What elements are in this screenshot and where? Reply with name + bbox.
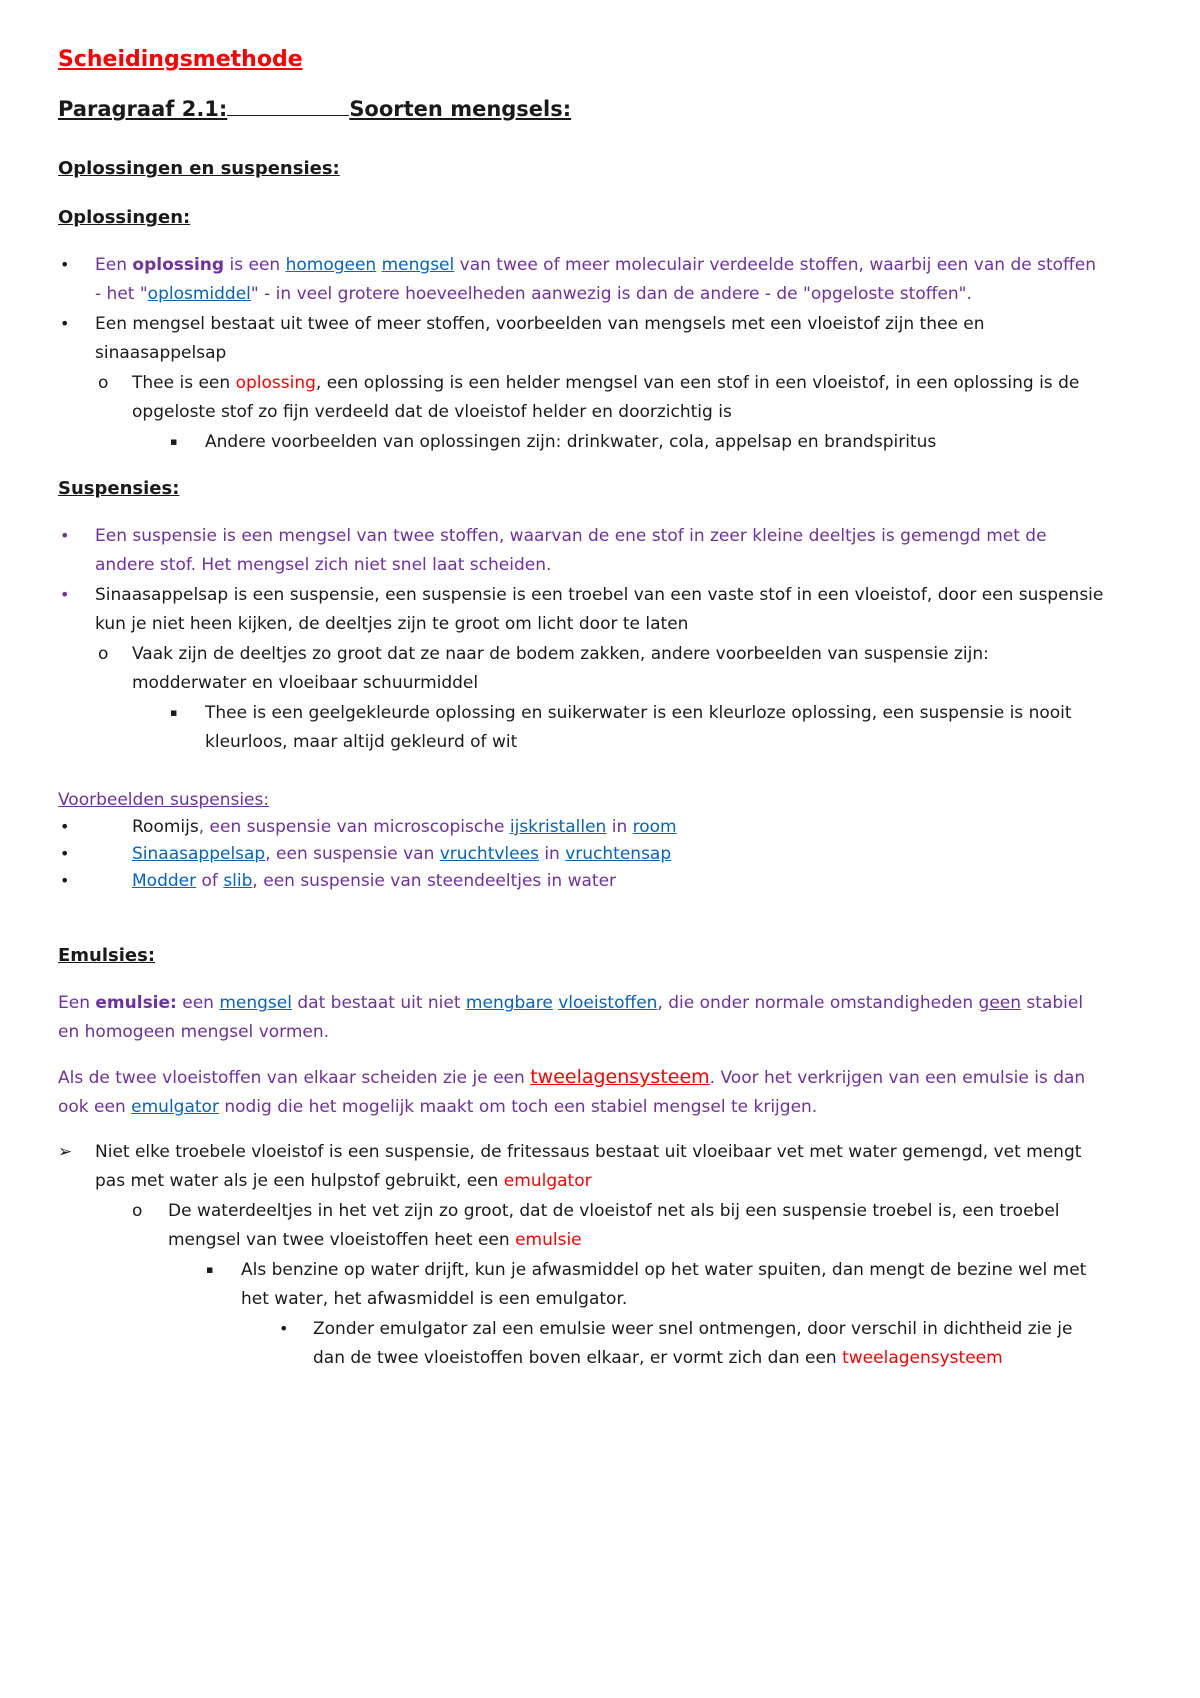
tweelagensysteem-line-1 xyxy=(58,1066,1085,1089)
emulsie-definition-line-1 xyxy=(58,992,1083,1014)
bullet-circle: o xyxy=(132,1201,143,1221)
text-run: Een mengsel bestaat uit twee of meer stoffen, voorbeelden van mengsels met een vloeistof zijn thee en xyxy=(95,314,985,334)
section-heading-oplossingen: Oplossingen: xyxy=(58,207,191,228)
ontmengen-line-1 xyxy=(313,1318,1072,1340)
benzine-line-1 xyxy=(241,1259,1086,1281)
bullet-dot: • xyxy=(60,585,70,604)
link-text[interactable]: Sinaasappelsap xyxy=(132,844,266,864)
text-run: . Voor het verkrijgen van een emulsie is dan xyxy=(709,1068,1086,1088)
text-run: Zonder emulgator zal een emulsie weer snel ontmengen, door verschil in dichtheid zie je xyxy=(313,1319,1073,1339)
bullet-dot: • xyxy=(60,844,70,863)
link-text[interactable]: vruchtvlees xyxy=(439,844,539,864)
text-run: kleurloos, maar altijd gekleurd of wit xyxy=(205,732,518,752)
text-run: in xyxy=(538,844,566,864)
voorbeeld-modder xyxy=(132,870,616,892)
text-run: - het " xyxy=(95,284,148,304)
bullet-dot: • xyxy=(60,314,70,333)
text-run: Niet elke troebele vloeistof is een suspensie, de fritessaus bestaat uit vloeibaar vet met water gemengd, vet mengt xyxy=(95,1142,1082,1162)
text-run: is een xyxy=(224,255,286,275)
sinaasappelsap-line-2 xyxy=(95,613,688,635)
link-text[interactable]: mengbare xyxy=(465,993,553,1013)
emulsie-definition-line-2 xyxy=(58,1021,329,1043)
link-text[interactable]: vloeistoffen xyxy=(558,993,658,1013)
text-run: Een suspensie is een mengsel van twee stoffen, waarvan de ene stof in zeer kleine deeltjes is gemengd met de xyxy=(95,526,1047,546)
text-run: oplossing xyxy=(132,255,225,275)
text-run: van twee of meer moleculair verdeelde stoffen, waarbij een van de stoffen xyxy=(454,255,1096,275)
text-run: dat bestaat uit niet xyxy=(291,993,466,1013)
tweelagensysteem-line-2 xyxy=(58,1096,817,1118)
ontmengen-line-2 xyxy=(313,1347,1003,1369)
benzine-line-2 xyxy=(241,1288,627,1310)
text-run: Sinaasappelsap is een suspensie, een suspensie is een troebel van een vaste stof in een vloeistof, door een suspensie xyxy=(95,585,1104,605)
text-run: emulgator xyxy=(503,1171,592,1191)
link-text[interactable]: mengsel xyxy=(381,255,455,275)
text-run: stabiel xyxy=(1021,993,1084,1013)
mengsel-line-2 xyxy=(95,342,226,364)
link-text[interactable]: mengsel xyxy=(219,993,292,1013)
text-run: Een xyxy=(58,993,96,1013)
paragraph-heading xyxy=(58,98,571,120)
fritessaus-line-2 xyxy=(95,1170,592,1192)
deeltjes-line-2 xyxy=(132,672,478,694)
bullet-dot: • xyxy=(279,1319,289,1338)
link-text[interactable]: emulgator xyxy=(131,1097,219,1117)
kleur-line-2 xyxy=(205,731,517,753)
text-run: en homogeen mengsel vormen. xyxy=(58,1022,330,1042)
paragraph-topic: Soorten mengsels: xyxy=(349,97,572,121)
text-run: geen xyxy=(978,993,1022,1013)
text-run: Een xyxy=(95,255,133,275)
deeltjes-line-1 xyxy=(132,643,989,665)
text-run: andere stof. Het mengsel zich niet snel laat scheiden. xyxy=(95,555,552,575)
text-run: emulsie xyxy=(515,1230,582,1250)
sinaasappelsap-line-1 xyxy=(95,584,1103,606)
text-run: Thee is een geelgekleurde oplossing en suikerwater is een kleurloze oplossing, een suspensie is nooit xyxy=(205,703,1072,723)
text-run: Andere voorbeelden van oplossingen zijn: drinkwater, cola, appelsap en brandspiritus xyxy=(205,432,937,452)
text-run: modderwater en vloeibaar schuurmiddel xyxy=(132,673,479,693)
text-run: tweelagensysteem xyxy=(842,1348,1003,1368)
section-heading-oplossingen-suspensies: Oplossingen en suspensies: xyxy=(58,158,340,179)
text-run: tweelagensysteem xyxy=(530,1066,710,1088)
text-run: , die onder normale omstandigheden xyxy=(657,993,979,1013)
waterdeeltjes-line-1 xyxy=(168,1200,1060,1222)
bullet-square: ▪ xyxy=(170,706,178,719)
oplossingen-voorbeelden xyxy=(205,431,936,453)
voorbeelden-heading: Voorbeelden suspensies: xyxy=(58,790,270,810)
kleur-line-1 xyxy=(205,702,1072,724)
text-run: Als de twee vloeistoffen van elkaar scheiden zie je een xyxy=(58,1068,531,1088)
bullet-square: ▪ xyxy=(206,1263,214,1276)
text-run: opgeloste stof zo fijn verdeeld dat de vloeistof helder en doorzichtig is xyxy=(132,402,732,422)
document-title: Scheidingsmethode xyxy=(58,47,303,72)
mengsel-line-1 xyxy=(95,313,985,335)
link-text[interactable]: slib xyxy=(223,871,253,891)
waterdeeltjes-line-2 xyxy=(168,1229,582,1251)
bullet-circle: o xyxy=(98,373,109,393)
voorbeeld-roomijs xyxy=(132,816,677,838)
text-run: , een suspensie van microscopische xyxy=(198,817,510,837)
text-run: , een suspensie van steendeeltjes in water xyxy=(252,871,617,891)
text-run: ook een xyxy=(58,1097,132,1117)
text-run: Als benzine op water drijft, kun je afwasmiddel op het water spuiten, dan mengt de bezine wel met xyxy=(241,1260,1087,1280)
link-text[interactable]: oplosmiddel xyxy=(147,284,251,304)
text-run: een xyxy=(176,993,220,1013)
text-run: of xyxy=(196,871,224,891)
bullet-dot: • xyxy=(60,817,70,836)
text-run: oplossing xyxy=(235,373,316,393)
oplossing-definition-line-1 xyxy=(95,254,1096,276)
bullet-arrow: ➢ xyxy=(58,1142,73,1162)
oplossing-definition-line-2 xyxy=(95,283,972,305)
text-run: Vaak zijn de deeltjes zo groot dat ze naar de bodem zakken, andere voorbeelden van suspensie zijn: xyxy=(132,644,989,664)
link-text[interactable]: room xyxy=(632,817,677,837)
text-run: nodig die het mogelijk maakt om toch een stabiel mengsel te krijgen. xyxy=(218,1097,818,1117)
thee-oplossing-line-2 xyxy=(132,401,732,423)
bullet-circle: o xyxy=(98,644,109,664)
section-heading-suspensies: Suspensies: xyxy=(58,478,180,499)
bullet-square: ▪ xyxy=(170,435,178,448)
text-run: pas met water als je een hulpstof gebruikt, een xyxy=(95,1171,504,1191)
thee-oplossing-line-1 xyxy=(132,372,1079,394)
text-run: in xyxy=(606,817,633,837)
text-run: mengsel van twee vloeistoffen heet een xyxy=(168,1230,516,1250)
bullet-dot: • xyxy=(60,871,70,890)
bullet-dot: • xyxy=(60,526,70,545)
text-run: kun je niet heen kijken, de deeltjes zijn te groot om licht door te laten xyxy=(95,614,689,634)
suspensie-definition-line-2 xyxy=(95,554,551,576)
suspensie-definition-line-1 xyxy=(95,525,1047,547)
paragraph-label: Paragraaf 2.1: xyxy=(58,97,228,121)
text-run: , een suspensie van xyxy=(265,844,440,864)
text-run: dan de twee vloeistoffen boven elkaar, er vormt zich dan een xyxy=(313,1348,843,1368)
text-run: " - in veel grotere hoeveelheden aanwezig is dan de andere - de "opgeloste stoffen". xyxy=(250,284,972,304)
voorbeeld-sinaasappelsap xyxy=(132,843,671,865)
link-text[interactable]: ijskristallen xyxy=(509,817,607,837)
fritessaus-line-1 xyxy=(95,1141,1081,1163)
text-run: sinaasappelsap xyxy=(95,343,227,363)
text-run: De waterdeeltjes in het vet zijn zo groot, dat de vloeistof net als bij een suspensie troebel is, een troebel xyxy=(168,1201,1060,1221)
text-run: emulsie: xyxy=(95,993,177,1013)
text-run: , een oplossing is een helder mengsel van een stof in een vloeistof, in een oplossing is de xyxy=(315,373,1080,393)
section-heading-emulsies: Emulsies: xyxy=(58,945,156,966)
link-text[interactable]: Modder xyxy=(132,871,197,891)
text-run: het water, het afwasmiddel is een emulgator. xyxy=(241,1289,628,1309)
bullet-dot: • xyxy=(60,255,70,274)
link-text[interactable]: vruchtensap xyxy=(565,844,672,864)
text-run: Roomijs xyxy=(132,817,199,837)
text-run: Thee is een xyxy=(132,373,236,393)
link-text[interactable]: homogeen xyxy=(285,255,377,275)
